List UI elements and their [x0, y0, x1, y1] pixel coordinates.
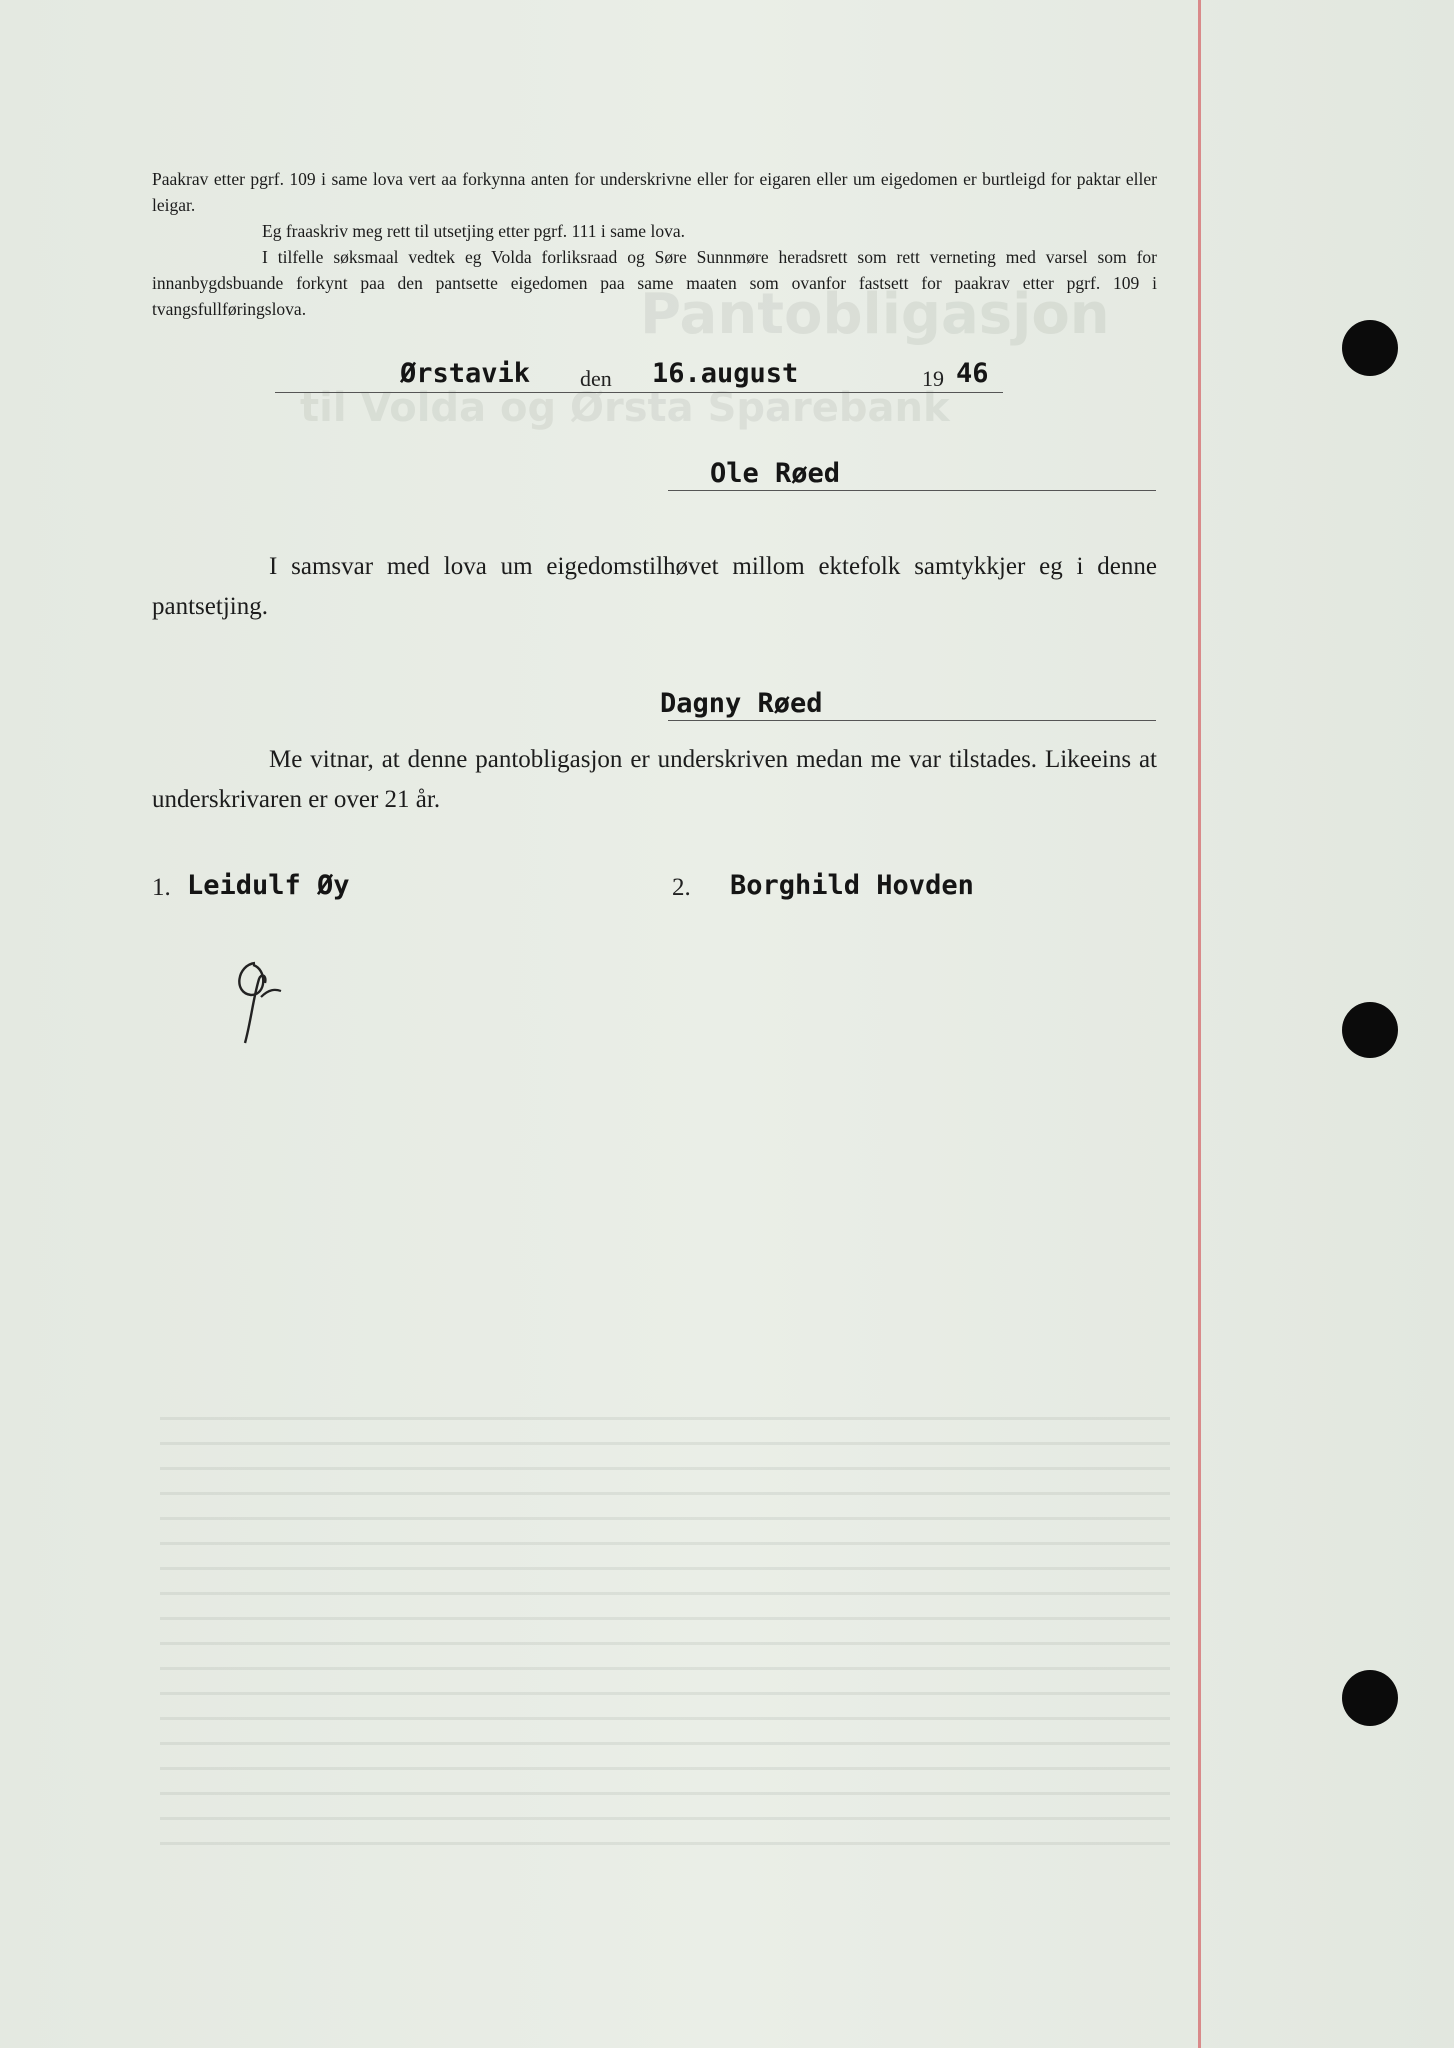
- bleed-through-subheading: til Volda og Ørsta Sparebank: [300, 385, 950, 431]
- bleed-through-text: [160, 1395, 1170, 1855]
- witness-1-number: 1.: [152, 874, 171, 901]
- waiver-paragraph: Eg fraaskriv meg rett til utsetjing etter pgrf. 111 i same lova.: [262, 221, 685, 241]
- red-margin-line: [1198, 0, 1201, 2048]
- signature-dagny-roed: Dagny Røed: [660, 688, 823, 719]
- terms-block: [152, 166, 1157, 322]
- terms-paragraph: Paakrav etter pgrf. 109 i same lova vert aa forkynna anten for underskrivne eller for eigaren eller um eigedomen er burtleigd for paktar eller leigar.: [152, 169, 1157, 215]
- binder-hole-bottom: [1342, 1670, 1398, 1726]
- signature-line-2: [668, 720, 1156, 721]
- handwritten-initials: [215, 945, 295, 1045]
- witness-text: Me vitnar, at denne pantobligasjon er underskriven medan me var tilstades. Likeeins at underskrivaren er over 21 år.: [152, 746, 1157, 813]
- consent-block: [152, 547, 1157, 627]
- witness-2-name: Borghild Hovden: [730, 870, 974, 901]
- witness-2-number: 2.: [672, 874, 691, 901]
- signature-line-1: [668, 490, 1156, 491]
- date: 16.august: [652, 358, 799, 389]
- place: Ørstavik: [400, 358, 531, 389]
- witness-1-name: Leidulf Øy: [187, 870, 350, 901]
- den-label: den: [580, 366, 612, 391]
- witness-block: [152, 740, 1157, 820]
- consent-text: I samsvar med lova um eigedomstilhøvet millom ektefolk samtykkjer eg i denne pantsetjing.: [152, 553, 1157, 620]
- year-prefix: 19: [922, 366, 944, 391]
- bleed-through-heading: Pantobligasjon: [640, 282, 1110, 347]
- binder-hole-middle: [1342, 1002, 1398, 1058]
- binder-hole-top: [1342, 320, 1398, 376]
- venue-paragraph: I tilfelle søksmaal vedtek eg Volda forliksraad og Søre Sunnmøre heradsrett som rett verneting med varsel som for innanbygdsbuande forkynt paa den pantsette eigedomen paa same maaten som ovanfor fastsett for paakrav etter pgrf. 109 i tvangsfullføringslova.: [152, 247, 1157, 319]
- year-suffix: 46: [956, 358, 989, 389]
- date-line: [275, 392, 1003, 393]
- signature-ole-roed: Ole Røed: [710, 458, 841, 489]
